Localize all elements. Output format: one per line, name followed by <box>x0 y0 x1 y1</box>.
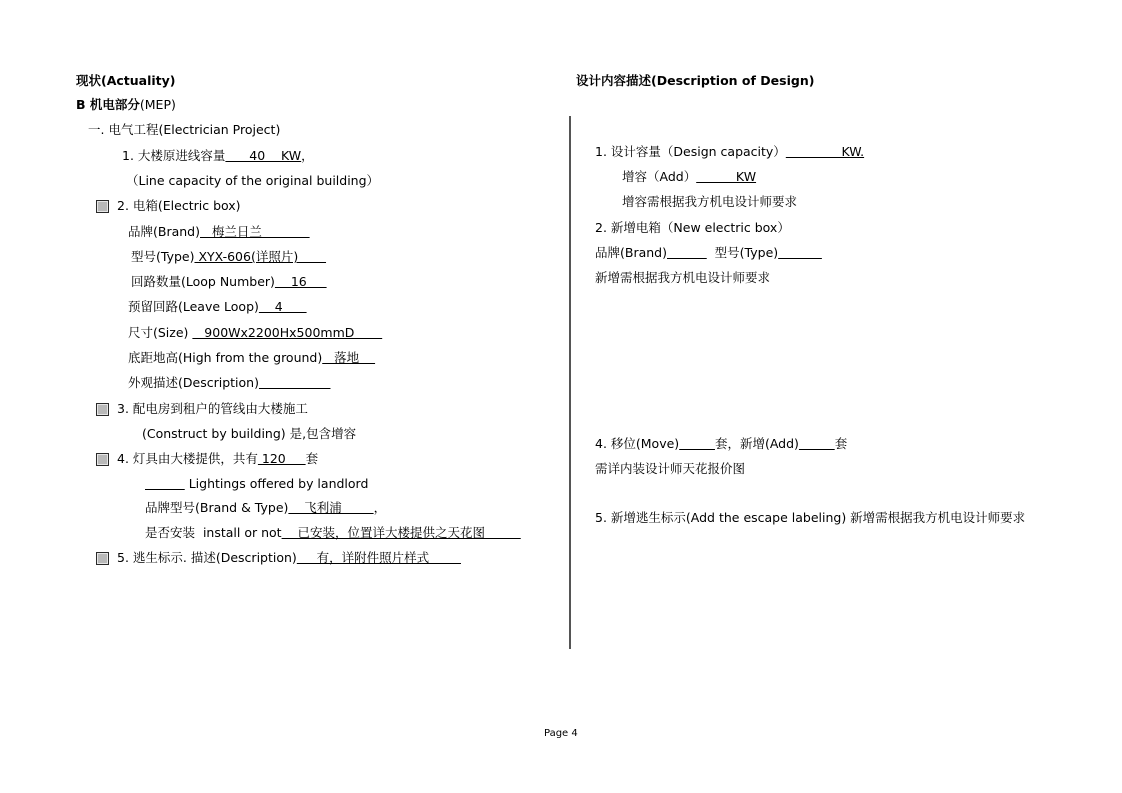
checkbox-construct[interactable] <box>96 403 109 416</box>
new-box-brand-label: 品牌(Brand) <box>595 245 667 260</box>
height-line <box>128 350 375 366</box>
new-box-type-label: 型号(Type) <box>706 245 779 260</box>
capacity-english: （Line capacity of the original building） <box>126 173 380 188</box>
loop-value: 16 <box>274 274 327 289</box>
move-value <box>679 436 715 451</box>
brand-label: 品牌(Brand) <box>128 224 200 239</box>
checkbox-electric-box[interactable] <box>96 200 109 213</box>
new-box-brand-value <box>667 245 707 260</box>
new-box-type-value <box>778 245 822 260</box>
install-value: 已安装，位置详大楼提供之天花图 <box>281 525 521 540</box>
add-capacity-note: 增容需根据我方机电设计师要求 <box>622 194 798 209</box>
type-label: 型号(Type) <box>131 249 195 264</box>
checkbox-escape-sign[interactable] <box>96 552 109 565</box>
type-line <box>131 249 326 265</box>
size-value: 900Wx2200Hx500mmD <box>192 325 383 340</box>
construct-sub: (Construct by building) 是,包含增容 <box>142 426 357 441</box>
escape-value: 有，详附件照片样式 <box>296 550 461 565</box>
checkbox-lighting[interactable] <box>96 453 109 466</box>
loop-line <box>131 274 327 290</box>
height-value: 落地 <box>322 350 376 365</box>
size-line <box>128 325 382 341</box>
add-label: 套，新增(Add) <box>714 436 799 451</box>
description-line <box>128 375 330 391</box>
lighting-brand-line <box>145 500 386 516</box>
design-capacity-line <box>595 144 864 160</box>
escape-add-line: 5. 新增逃生标示(Add the escape labeling) 新增需根据我方机电设计师要求 <box>595 510 1026 525</box>
electric-box-title: 2. 电箱(Electric box) <box>117 198 241 213</box>
brand-value: 梅兰日兰 <box>200 224 310 239</box>
add-capacity-line <box>622 169 756 185</box>
new-box-title: 2. 新增电箱（New electric box） <box>595 220 790 235</box>
add-tail: 套 <box>834 436 848 451</box>
lighting-count: 120 <box>257 451 306 466</box>
new-box-note: 新增需根据我方机电设计师要求 <box>595 270 771 285</box>
loop-label: 回路数量(Loop Number) <box>131 274 275 289</box>
design-capacity-label: 1. 设计容量（Design capacity） <box>595 144 786 159</box>
install-label: 是否安装 install or not <box>145 525 282 540</box>
lighting-brand-tail: ， <box>373 500 387 515</box>
brand-line <box>128 224 310 240</box>
capacity-value: 40 KW <box>225 148 302 163</box>
description-label: 外观描述(Description) <box>128 375 259 390</box>
column-divider <box>569 116 571 649</box>
move-note: 需详内装设计师天花报价图 <box>595 461 746 476</box>
escape-label: 5. 逃生标示. 描述(Description) <box>117 550 297 565</box>
lighting-brand-label: 品牌型号(Brand & Type) <box>145 500 289 515</box>
lighting-count-tail: 套 <box>305 451 319 466</box>
electric-header: 一. 电气工程(Electrician Project) <box>88 122 281 137</box>
type-value: XYX-606(详照片) <box>194 249 327 264</box>
capacity-tail: ， <box>301 148 314 163</box>
lighting-blank <box>145 476 185 491</box>
leave-value: 4 <box>258 299 307 314</box>
lighting-brand-value: 飞利浦 <box>288 500 374 515</box>
capacity-line <box>122 148 314 164</box>
leave-label: 预留回路(Leave Loop) <box>128 299 259 314</box>
left-title: 现状(Actuality) <box>76 73 176 88</box>
lighting-english: Lightings offered by landlord <box>184 476 369 491</box>
move-label: 4. 移位(Move) <box>595 436 680 451</box>
right-title: 设计内容描述(Description of Design) <box>576 73 815 88</box>
size-label: 尺寸(Size) <box>128 325 193 340</box>
escape-line <box>117 550 461 566</box>
section-b-bold: B 机电部分 <box>76 97 140 112</box>
lighting-english-line <box>145 476 368 492</box>
add-capacity-value: KW <box>696 169 757 184</box>
install-line <box>145 525 521 541</box>
capacity-label: 1. 大楼原进线容量 <box>122 148 226 163</box>
section-b-normal: (MEP) <box>139 97 176 112</box>
section-b <box>76 97 176 113</box>
description-value <box>259 375 331 390</box>
lighting-line <box>117 451 318 467</box>
height-label: 底距地高(High from the ground) <box>128 350 323 365</box>
design-capacity-value: KW. <box>785 144 865 159</box>
construct-title: 3. 配电房到租户的管线由大楼施工 <box>117 401 308 416</box>
move-line <box>595 436 847 452</box>
new-box-brand-line <box>595 245 822 261</box>
add-capacity-label: 增容（Add） <box>622 169 697 184</box>
leave-line <box>128 299 307 315</box>
lighting-title: 4. 灯具由大楼提供，共有 <box>117 451 258 466</box>
add-value <box>799 436 835 451</box>
page-number: Page 4 <box>544 728 578 739</box>
